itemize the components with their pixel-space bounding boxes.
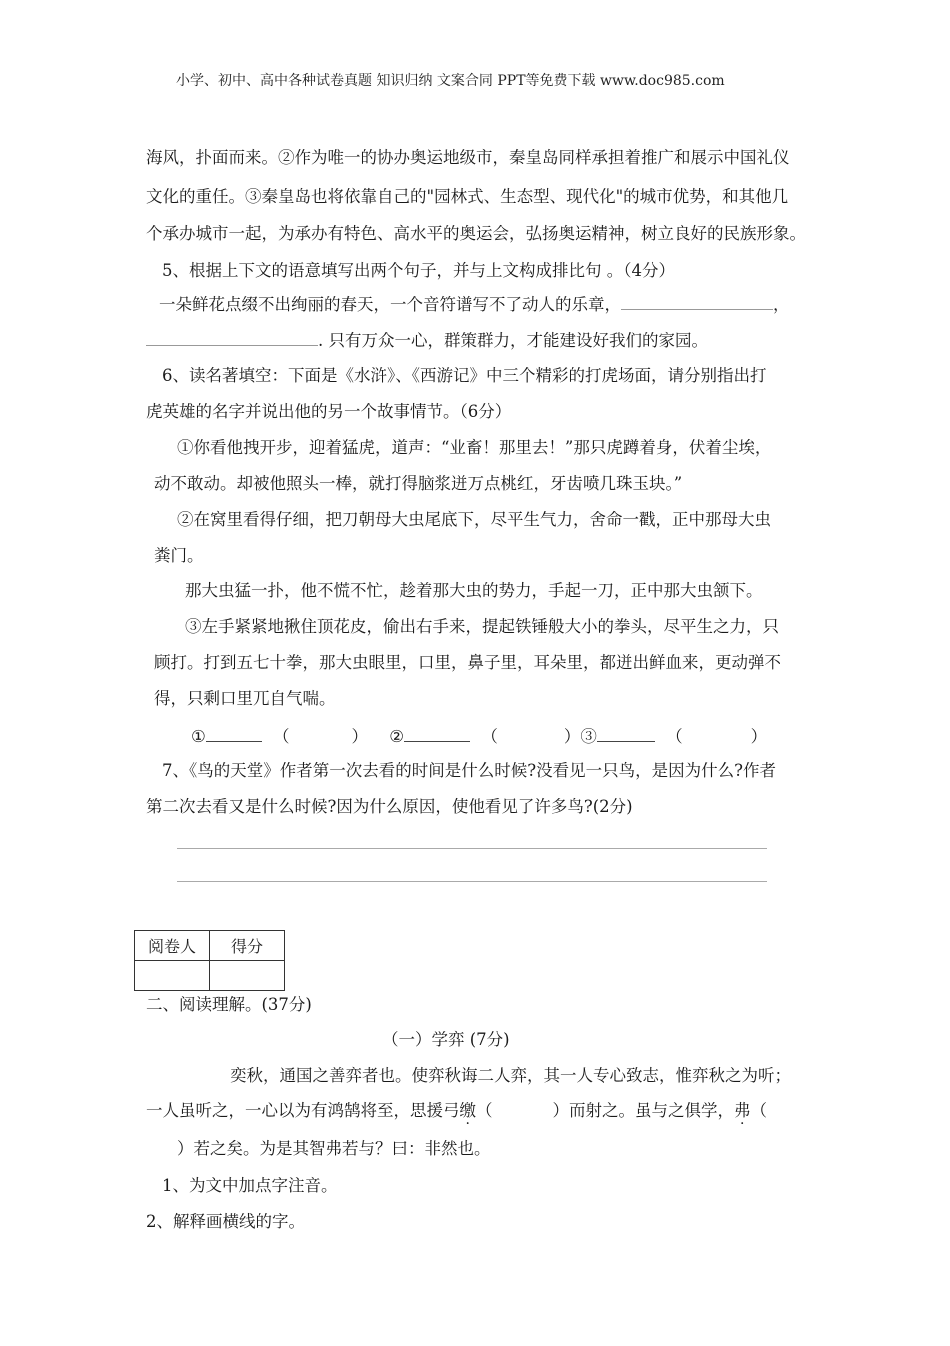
answer-blank-1[interactable] <box>206 725 262 742</box>
reading-1-text <box>146 1101 767 1121</box>
reading-1-text-part: ）而射之。虽与之俱学， <box>552 1101 734 1120</box>
answer-blank-2[interactable] <box>404 725 470 742</box>
dotted-char-jiao: 缴 <box>459 1101 476 1120</box>
question-5-line2 <box>146 329 708 351</box>
question-5-line1-text: 一朵鲜花点缀不出绚丽的春天，一个音符谱写不了动人的乐章， <box>159 295 621 314</box>
question-5-line2-text: . 只有万众一心，群策群力，才能建设好我们的家园。 <box>318 331 708 350</box>
blank-label-1: ① <box>191 727 206 746</box>
score-table-score-header: 得分 <box>210 931 285 961</box>
excerpt-3: 得，只剩口里兀自气喘。 <box>154 689 336 708</box>
reading-1-text-part: （ <box>476 1101 493 1120</box>
reading-1-question-1: 1、为文中加点字注音。 <box>162 1176 338 1195</box>
question-7-prompt: 第二次去看又是什么时候?因为什么原因，使他看见了许多鸟?(2分) <box>146 797 633 816</box>
reading-1-text-part: （ <box>750 1101 767 1120</box>
excerpt-2: 粪门。 <box>154 546 204 565</box>
dotted-char-fu: 弗 <box>734 1101 751 1120</box>
answer-line[interactable] <box>177 848 767 849</box>
score-table-grader-cell[interactable] <box>135 961 210 991</box>
excerpt-1: 动不敢动。却被他照头一棒，就打得脑浆迸万点桃红，牙齿喷几珠玉块。” <box>154 474 683 493</box>
question-5-prompt: 5、根据上下文的语意填写出两个句子，并与上文构成排比句 。（4分） <box>162 261 675 280</box>
excerpt-1: ①你看他拽开步，迎着猛虎，道声：“业畜！那里去！”那只虎蹲着身，伏着尘埃， <box>177 438 772 457</box>
paren-close: ） <box>351 727 369 746</box>
answer-blank[interactable] <box>621 293 773 310</box>
page-header: 小学、初中、高中各种试卷真题 知识归纳 文案合同 PPT等免费下载 www.doc985.com <box>176 73 725 89</box>
excerpt-2: ②在窝里看得仔细，把刀朝母大虫尾底下，尽平生气力，舍命一戳，正中那母大虫 <box>177 510 771 529</box>
reading-1-text-part: 一人虽听之，一心以为有鸿鹄将至，思援弓 <box>146 1101 460 1120</box>
paren-open: （ <box>481 727 498 746</box>
excerpt-3: 顾打。打到五七十拳，那大虫眼里，口里，鼻子里，耳朵里，都迸出鲜血来，更动弹不 <box>154 653 781 672</box>
answer-blank[interactable] <box>146 329 318 346</box>
question-7-prompt: 7、《鸟的天堂》作者第一次去看的时间是什么时候?没看见一只鸟，是因为什么?作者 <box>162 761 776 780</box>
passage-line: 个承办城市一起，为承办有特色、高水平的奥运会，弘扬奥运精神，树立良好的民族形象。 <box>146 224 806 243</box>
excerpt-3: ③左手紧紧地揪住顶花皮，偷出右手来，提起铁锤般大小的拳头，尽平生之力，只 <box>185 617 779 636</box>
passage-line: 海风，扑面而来。②作为唯一的协办奥运地级市，秦皇岛同样承担着推广和展示中国礼仪 <box>146 148 790 167</box>
reading-1-text: 奕秋，通国之善弈者也。使弈秋诲二人弈，其一人专心致志，惟弈秋之为听； <box>230 1066 791 1085</box>
reading-1-title: （一）学弈 (7分) <box>382 1030 510 1049</box>
score-table <box>134 930 285 991</box>
answer-line[interactable] <box>177 881 767 882</box>
section-2-title: 二、阅读理解。(37分) <box>146 995 312 1014</box>
question-6-prompt: 虎英雄的名字并说出他的另一个故事情节。（6分） <box>146 402 512 421</box>
passage-line: 文化的重任。③秦皇岛也将依靠自己的"园林式、生态型、现代化"的城市优势，和其他几 <box>146 187 789 206</box>
paren-close: ） <box>750 727 768 746</box>
paren-close: ） <box>563 727 581 746</box>
reading-1-question-2: 2、解释画横线的字。 <box>146 1212 305 1231</box>
blank-label-3: ③ <box>580 727 597 746</box>
excerpt-2: 那大虫猛一扑，他不慌不忙，趁着那大虫的势力，手起一刀，正中那大虫颔下。 <box>185 581 763 600</box>
question-6-prompt: 6、读名著填空：下面是《水浒》、《西游记》中三个精彩的打虎场面，请分别指出打 <box>162 366 767 385</box>
blank-label-2: ② <box>389 727 405 746</box>
answer-blank-3[interactable] <box>597 725 655 742</box>
paren-open: （ <box>666 727 683 746</box>
paren-open: （ <box>273 727 290 746</box>
question-6-answers <box>191 725 767 747</box>
score-table-grader-header: 阅卷人 <box>135 931 210 961</box>
question-5-line1 <box>159 293 790 315</box>
question-5-line1-suffix: ， <box>773 295 790 314</box>
score-table-score-cell[interactable] <box>210 961 285 991</box>
reading-1-text: ）若之矣。为是其智弗若与？曰：非然也。 <box>177 1139 491 1158</box>
